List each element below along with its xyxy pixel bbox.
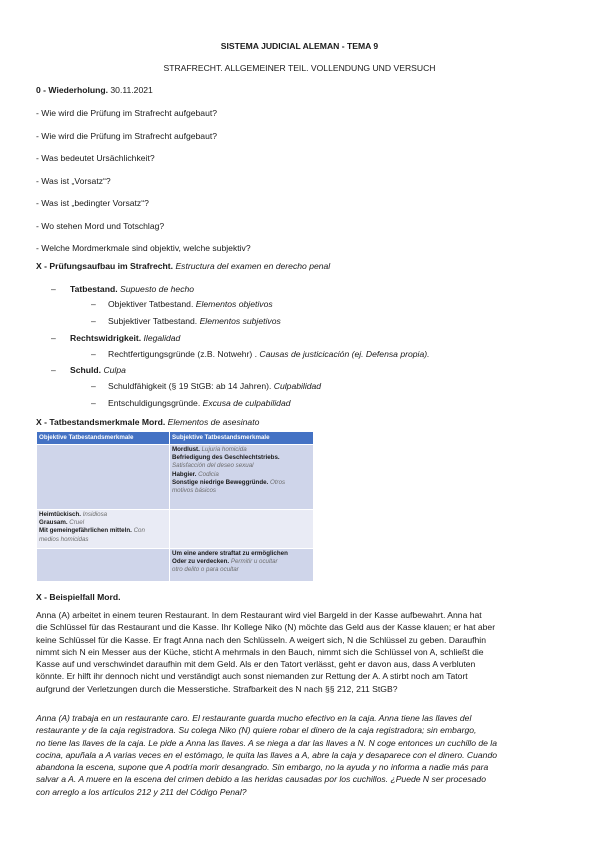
question-2: - Wie wird die Prüfung im Strafrecht aufgebaut? <box>36 131 218 141</box>
cell-translation: Insidiosa <box>82 511 108 518</box>
mord-heading-es: Elementos de asesinato <box>167 417 260 427</box>
paragraph-line: aufgrund der Verletzungen durch die Messerstiche. Strafbarkeit des N nach §§ 212, 211 StGB? <box>36 683 398 694</box>
item-label: Tatbestand. <box>70 284 118 294</box>
item-translation: Excusa de culpabilidad <box>202 398 291 408</box>
review-heading-line <box>36 85 153 95</box>
table-row <box>37 510 314 549</box>
question-4: - Was ist „Vorsatz“? <box>36 176 111 186</box>
item-label: Schuld. <box>70 365 102 375</box>
dash-marker: – <box>51 284 56 294</box>
cell-translation: Codicia <box>198 470 219 478</box>
cell-term: Mordlust. <box>172 446 200 453</box>
document-title: SISTEMA JUDICIAL ALEMAN - TEMA 9 <box>220 41 379 51</box>
cell-translation: otro delito o para ocultar <box>172 566 239 574</box>
question-7: - Welche Mordmerkmale sind objektiv, welche subjektiv? <box>36 243 251 253</box>
cell-translation: Con <box>133 527 145 535</box>
question-1: - Wie wird die Prüfung im Strafrecht aufgebaut? <box>36 108 218 118</box>
dash-marker: – <box>51 365 56 375</box>
structure-heading-line <box>36 261 330 271</box>
paragraph-line: Anna (A) trabaja en un restaurante caro. El restaurante guarda mucho efectivo en la caja. Anna tiene las llaves del <box>36 713 472 723</box>
item-translation: Elementos objetivos <box>195 299 273 309</box>
cell-term: Grausam. <box>39 519 68 527</box>
paragraph-line: nimmt sich N ein Messer aus der Küche, sticht A mehrmals in den Bauch, nimmt sich die Schlüssel von A, schließt die <box>36 646 484 657</box>
structure-heading-es: Estructura del examen en derecho penal <box>175 261 331 271</box>
cell-translation: Otros <box>270 478 286 486</box>
item-entschuldigung <box>108 398 291 408</box>
cell-translation: Satisfacción del deseo sexual <box>172 462 254 470</box>
paragraph-line: Anna (A) arbeitet in einem teuren Restaurant. In dem Restaurant wird viel Bargeld in der Kasse aufbewahrt. Anna hat <box>36 610 482 620</box>
dash-marker: – <box>91 349 96 359</box>
item-schuldfaehigkeit <box>108 381 321 391</box>
paragraph-line: abandona la escena, supone que A podría morir desangrado. Sin embargo, no la ayuda y no informa a nadie más para <box>36 762 489 773</box>
paragraph-line: keine Schlüssel für die Kasse. Er fragt Anna nach den Schlüsseln. A weigert sich, N die Schlüssel zu geben. Daraufhin <box>36 634 486 645</box>
cell-translation: Permitir u ocultar <box>230 558 278 566</box>
item-schuld <box>70 365 126 375</box>
paragraph-line: Kasse auf und verschwindet daraufhin mit dem Geld. Als er den Tatort verlässt, geht er davon aus, dass A verbluten <box>36 659 476 670</box>
item-label: Rechtfertigungsgründe (z.B. Notwehr) . <box>108 349 258 359</box>
item-translation: Ilegalidad <box>143 333 181 343</box>
item-subjektiv <box>108 316 281 326</box>
paragraph-line: restaurante y de la caja registradora. Su colega Niko (N) quiere robar el dinero de la caja registradora; sin embargo, <box>36 725 477 736</box>
item-translation: Culpabilidad <box>273 381 322 391</box>
table-cell <box>37 510 170 549</box>
table-row <box>37 549 314 582</box>
table-cell <box>170 549 314 582</box>
review-heading: 0 - Wiederholung. <box>36 85 109 95</box>
item-rechtfertigung <box>108 349 429 359</box>
table-cell-empty <box>170 510 314 549</box>
item-objektiv <box>108 299 273 309</box>
document-subtitle: STRAFRECHT. ALLGEMEINER TEIL. VOLLENDUNG UND VERSUCH <box>163 63 436 73</box>
table-row <box>37 445 314 510</box>
item-label: Rechtswidrigkeit. <box>70 333 142 343</box>
case-text-spanish <box>36 712 566 798</box>
cell-term: Mit gemeingefährlichen mitteln. <box>39 527 132 535</box>
item-translation: Supuesto de hecho <box>119 284 195 294</box>
cell-term: Um eine andere straftat zu ermöglichen <box>172 550 288 557</box>
mord-heading: X - Tatbestandsmerkmale Mord. <box>36 417 166 427</box>
structure-heading: X - Prüfungsaufbau im Strafrecht. <box>36 261 174 271</box>
paragraph-line: no tiene las llaves de la caja. Le pide a Anna las llaves. A se niega a dar las llaves a N. N coge entonces un cuchillo de la <box>36 737 497 748</box>
cell-term: Heimtückisch. <box>39 511 81 518</box>
item-rechtswidrigkeit <box>70 333 180 343</box>
question-5: - Was ist „bedingter Vorsatz“? <box>36 198 149 208</box>
cell-translation: Cruel <box>69 519 85 527</box>
question-3: - Was bedeutet Ursächlichkeit? <box>36 153 155 163</box>
dash-marker: – <box>91 316 96 326</box>
item-translation: Elementos subjetivos <box>199 316 281 326</box>
column-header-subjektiv: Subjektive Tatbestandsmerkmale <box>170 432 314 445</box>
mord-table <box>36 431 314 582</box>
table-header-row <box>37 432 314 445</box>
paragraph-line: salvar a A. A muere en la escena del crimen debido a las heridas causadas por los cuchillos. ¿Puede N ser procesado <box>36 774 486 785</box>
item-label: Schuldfähigkeit (§ 19 StGB: ab 14 Jahren). <box>108 381 272 391</box>
item-translation: Culpa <box>103 365 126 375</box>
paragraph-line: cocina, apuñala a A varias veces en el estómago, le quita las llaves a A, abre la caja y desaparece con el dinero. Cuando <box>36 749 497 760</box>
item-translation: Causas de justicicación (ej. Defensa propia). <box>259 349 430 359</box>
cell-term: Habgier. <box>172 470 197 478</box>
review-date: 30.11.2021 <box>110 85 153 95</box>
paragraph-line: könnte. Er hilft ihr dennoch nicht und verständigt auch sonst niemanden zur Rettung der A. A stirbt noch am Tatort <box>36 671 468 682</box>
cell-translation: Lujuria homicida <box>201 446 247 453</box>
item-label: Subjektiver Tatbestand. <box>108 316 198 326</box>
question-6: - Wo stehen Mord und Totschlag? <box>36 221 165 231</box>
dash-marker: – <box>51 333 56 343</box>
cell-translation: medios homicidas <box>39 535 89 543</box>
item-label: Entschuldigungsgründe. <box>108 398 201 408</box>
dash-marker: – <box>91 299 96 309</box>
table-cell-empty <box>37 445 170 510</box>
cell-term: Oder zu verdecken. <box>172 558 230 566</box>
column-header-objektiv: Objektive Tatbestandsmerkmale <box>37 432 170 445</box>
table-cell-empty <box>37 549 170 582</box>
item-label: Objektiver Tatbestand. <box>108 299 194 309</box>
table-cell <box>170 445 314 510</box>
case-text-german <box>36 609 566 695</box>
dash-marker: – <box>91 398 96 408</box>
item-tatbestand <box>70 284 194 294</box>
cell-term: Befriedigung des Geschlechtstriebs. <box>172 454 280 462</box>
cell-translation: motivos básicos <box>172 487 217 495</box>
dash-marker: – <box>91 381 96 391</box>
paragraph-line: con arreglo a los artículos 212 y 211 del Código Penal? <box>36 786 247 797</box>
paragraph-line: die Schlüssel für das Restaurant und die Kasse. Ihr Kollege Niko (N) möchte das Geld aus der Kasse klauen; er hat aber <box>36 622 496 633</box>
mord-heading-line <box>36 417 259 427</box>
case-heading: X - Beispielfall Mord. <box>36 592 121 602</box>
cell-term: Sonstige niedrige Beweggründe. <box>172 478 269 486</box>
